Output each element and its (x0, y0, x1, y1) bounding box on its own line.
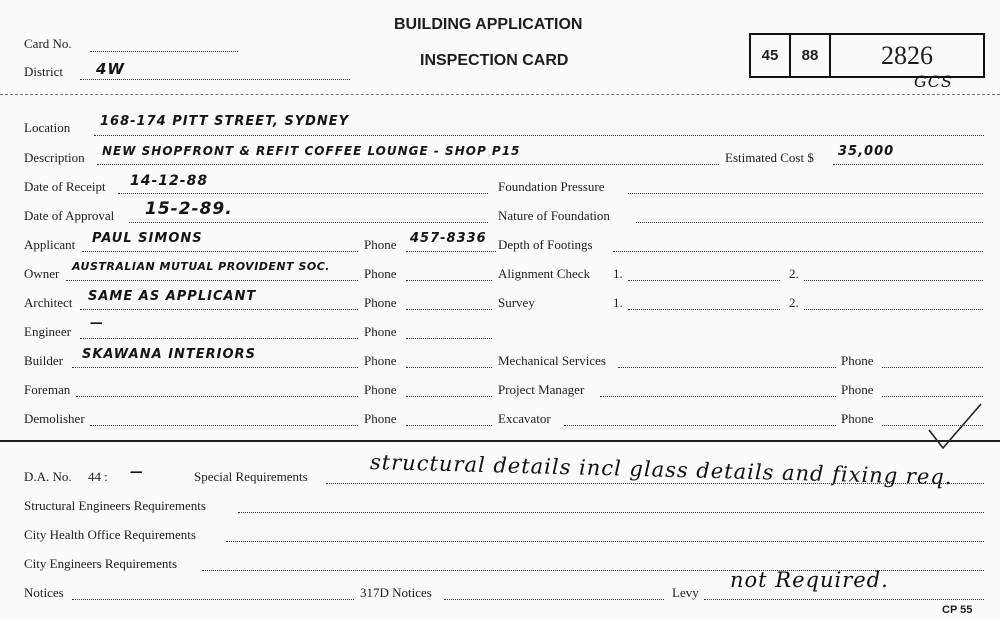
survey-one-label: 1. (613, 295, 623, 310)
survey-two-line (804, 309, 983, 310)
excavator-phone-label: Phone (841, 411, 874, 426)
engineer-label: Engineer (24, 324, 71, 339)
project-manager-phone-line (882, 396, 983, 397)
levy-value: not Required. (730, 568, 889, 592)
description-line (97, 164, 719, 165)
da-no-label: D.A. No. (24, 469, 72, 484)
alignment-one-line (628, 280, 780, 281)
structural-engineers-line (238, 512, 984, 513)
card-no-line (90, 51, 238, 52)
foreman-line (76, 396, 358, 397)
district-label: District (24, 64, 63, 79)
architect-phone-label: Phone (364, 295, 397, 310)
location-line (94, 135, 984, 136)
mechanical-label: Mechanical Services (498, 353, 606, 368)
levy-label: Levy (672, 585, 699, 600)
box-b: 88 (789, 33, 831, 78)
estimated-cost-line (833, 164, 983, 165)
foundation-pressure-line (628, 193, 983, 194)
da-no-value: — (130, 465, 144, 480)
project-manager-phone-label: Phone (841, 382, 874, 397)
city-health-line (226, 541, 984, 542)
owner-phone-label: Phone (364, 266, 397, 281)
foreman-phone-line (406, 396, 492, 397)
mechanical-line (618, 367, 836, 368)
survey-label: Survey (498, 295, 535, 310)
location-label: Location (24, 120, 71, 135)
location-value: 168-174 PITT STREET, SYDNEY (100, 114, 350, 129)
nature-foundation-line (636, 222, 983, 223)
applicant-phone-line (406, 251, 496, 252)
date-receipt-value: 14-12-88 (130, 173, 209, 189)
form-code: CP 55 (942, 604, 973, 616)
project-manager-line (600, 396, 836, 397)
special-requirements-value: structural details incl glass details and fixing req. (369, 450, 953, 490)
box-a: 45 (749, 33, 791, 78)
card-title-line1: BUILDING APPLICATION (394, 16, 583, 33)
date-approval-value: 15-2-89. (145, 199, 233, 219)
survey-two-label: 2. (789, 295, 799, 310)
alignment-one-label: 1. (613, 266, 623, 281)
description-value: NEW SHOPFRONT & REFIT COFFEE LOUNGE - SHOP P15 (102, 144, 521, 158)
architect-value: SAME AS APPLICANT (88, 289, 257, 304)
description-label: Description (24, 150, 85, 165)
demolisher-line (90, 425, 358, 426)
notices-317d-line (444, 599, 664, 600)
district-line (80, 79, 350, 80)
notices-line (72, 599, 354, 600)
engineer-value: — (90, 316, 104, 331)
project-manager-label: Project Manager (498, 382, 585, 397)
alignment-two-line (804, 280, 983, 281)
demolisher-phone-label: Phone (364, 411, 397, 426)
box-card-number: 2826 (829, 33, 985, 78)
card-title-line2: INSPECTION CARD (420, 52, 569, 69)
engineer-phone-line (406, 338, 492, 339)
mechanical-phone-line (882, 367, 983, 368)
owner-value: AUSTRALIAN MUTUAL PROVIDENT SOC. (72, 260, 330, 273)
date-approval-label: Date of Approval (24, 208, 115, 223)
initials: GCS (914, 72, 953, 91)
demolisher-label: Demolisher (24, 411, 85, 426)
date-approval-line (129, 222, 488, 223)
da-no-number: 44 : (88, 469, 108, 484)
architect-label: Architect (24, 295, 73, 310)
applicant-value: PAUL SIMONS (92, 231, 203, 246)
date-receipt-line (118, 193, 488, 194)
alignment-two-label: 2. (789, 266, 799, 281)
district-value: 4W (96, 60, 125, 78)
excavator-line (564, 425, 836, 426)
owner-line (66, 280, 358, 281)
date-receipt-label: Date of Receipt (24, 179, 106, 194)
builder-line (72, 367, 358, 368)
city-engineers-label: City Engineers Requirements (24, 556, 178, 571)
demolisher-phone-line (406, 425, 492, 426)
applicant-phone-value: 457-8336 (410, 231, 487, 246)
builder-value: SKAWANA INTERIORS (82, 347, 256, 362)
card-no-label: Card No. (24, 36, 72, 51)
builder-phone-line (406, 367, 492, 368)
foreman-phone-label: Phone (364, 382, 397, 397)
architect-phone-line (406, 309, 492, 310)
depth-footings-label: Depth of Footings (498, 237, 593, 252)
mechanical-phone-label: Phone (841, 353, 874, 368)
nature-foundation-label: Nature of Foundation (498, 208, 610, 223)
applicant-label: Applicant (24, 237, 76, 252)
estimated-cost-label: Estimated Cost $ (725, 150, 814, 165)
top-divider (0, 94, 1000, 95)
alignment-check-label: Alignment Check (498, 266, 591, 281)
engineer-line (80, 338, 358, 339)
engineer-phone-label: Phone (364, 324, 397, 339)
applicant-phone-label: Phone (364, 237, 397, 252)
builder-phone-label: Phone (364, 353, 397, 368)
section-divider (0, 440, 1000, 442)
foundation-pressure-label: Foundation Pressure (498, 179, 605, 194)
excavator-label: Excavator (498, 411, 551, 426)
notices-317d-label: 317D Notices (360, 585, 432, 600)
special-requirements-label: Special Requirements (194, 469, 308, 484)
owner-phone-line (406, 280, 492, 281)
estimated-cost-value: 35,000 (838, 144, 895, 159)
survey-one-line (628, 309, 780, 310)
depth-footings-line (613, 251, 983, 252)
applicant-line (82, 251, 358, 252)
city-health-label: City Health Office Requirements (24, 527, 196, 542)
check-mark-icon (925, 400, 985, 455)
structural-engineers-label: Structural Engineers Requirements (24, 498, 206, 513)
builder-label: Builder (24, 353, 63, 368)
levy-line (704, 599, 984, 600)
owner-label: Owner (24, 266, 60, 281)
notices-label: Notices (24, 585, 64, 600)
foreman-label: Foreman (24, 382, 71, 397)
architect-line (80, 309, 358, 310)
